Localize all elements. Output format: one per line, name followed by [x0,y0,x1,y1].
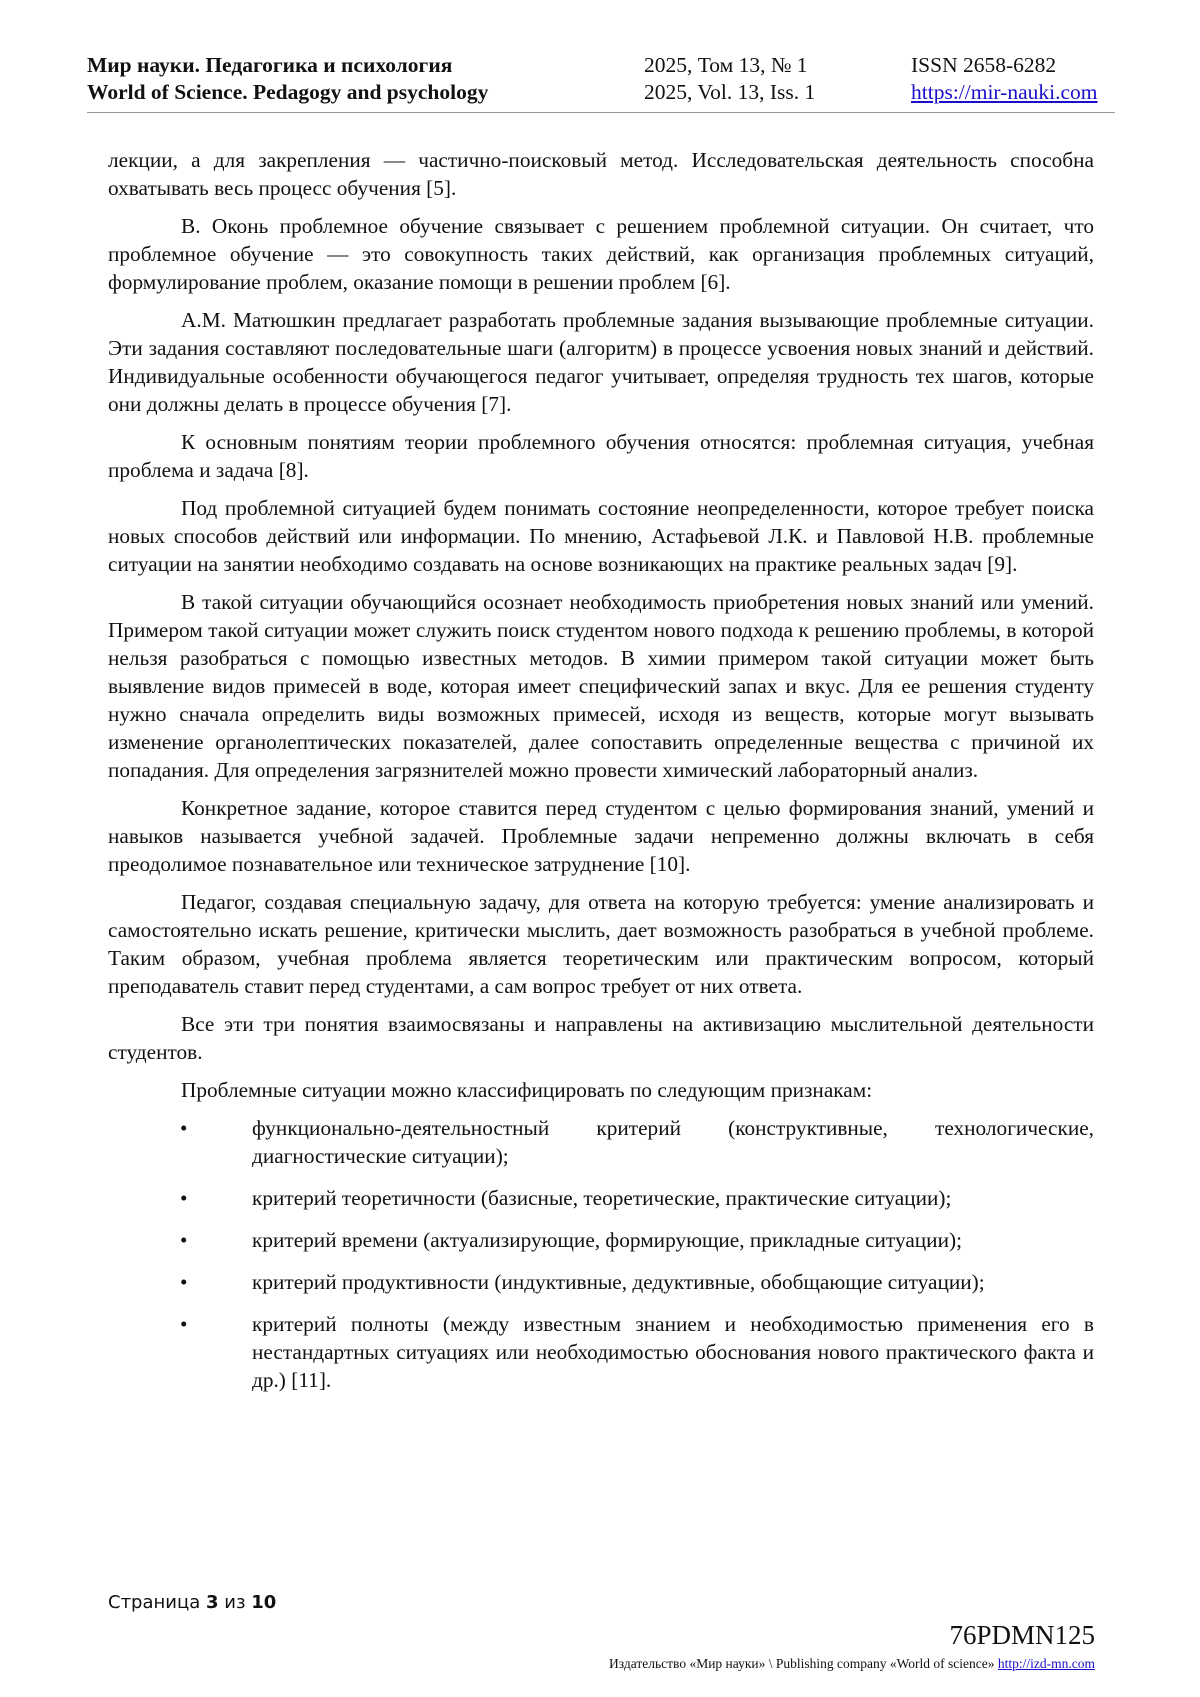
list-item-text: критерий теоретичности (базисные, теоретические, практические ситуации); [252,1186,952,1210]
article-code: 76PDMN125 [949,1620,1095,1650]
publisher-link[interactable]: http://izd-mn.com [997,1656,1095,1671]
list-item [108,1184,1094,1212]
paragraph: Конкретное задание, которое ставится перед студентом с целью формирования знаний, умений и навыков называется учебной задачей. Проблемные задачи непременно должны включать в себя преодолимое познавательное или техническое затруднение [10]. [108,796,1094,876]
paragraph: В такой ситуации обучающийся осознает необходимость приобретения новых знаний или умений. Примером такой ситуации может служить поиск студентом нового подхода к решению проблемы, в которой нельзя разобраться с помощью известных методов. В химии примером такой ситуации может быть выявление видов примесей в воде, которая имеет специфический запах и вкус. Для ее решения студенту нужно сначала определить виды возможных примесей, исходя из веществ, которые могут вызывать изменение органолептических показателей, далее сопоставить определенные вещества с причиной их попадания. Для определения загрязнителей можно провести химический лабораторный анализ. [108,590,1094,782]
page-of: из [224,1592,246,1613]
issue-en: 2025, Vol. 13, Iss. 1 [644,80,816,104]
list-item-text: критерий продуктивности (индуктивные, дедуктивные, обобщающие ситуации); [252,1270,985,1294]
journal-header [87,52,1115,113]
issue-ru: 2025, Том 13, № 1 [644,53,808,77]
bullet-icon: • [180,1186,188,1210]
page-total: 10 [251,1592,277,1613]
issn-block [911,52,1097,106]
bullet-icon: • [180,1270,188,1294]
paragraph: Проблемные ситуации можно классифицировать по следующим признакам: [181,1078,873,1102]
publisher-name: Издательство «Мир науки» \ Publishing company «World of science» [609,1656,995,1671]
paragraph: лекции, а для закрепления — частично-поисковый метод. Исследовательская деятельность способна охватывать весь процесс обучения [5]. [108,148,1094,200]
journal-title-ru: Мир науки. Педагогика и психология [87,53,453,77]
list-item-text: функционально-деятельностный критерий (конструктивные, технологические, диагностические ситуации); [252,1116,1094,1168]
list-item [108,1268,1094,1296]
paragraph: Все эти три понятия взаимосвязаны и направлены на активизацию мыслительной деятельности студентов. [108,1012,1094,1064]
list-item [108,1226,1094,1254]
article-body [108,146,1094,1408]
publisher-line [609,1656,1095,1672]
list-item [108,1114,1094,1170]
list-item-text: критерий полноты (между известным знанием и необходимостью применения его в нестандартных ситуациях или необходимостью обоснования нового практического факта и др.) [11]. [252,1312,1094,1392]
issn: ISSN 2658-6282 [911,53,1057,77]
paragraph: А.М. Матюшкин предлагает разработать проблемные задания вызывающие проблемные ситуации. Эти задания составляют последовательные шаги (алгоритм) в процессе усвоения новых знаний и действий. Индивидуальные особенности обучающегося педагог учитывает, определяя трудность тех шагов, которые они должны делать в процессе обучения [7]. [108,308,1094,416]
list-item [108,1310,1094,1394]
journal-site-link[interactable]: https://mir-nauki.com [911,80,1098,104]
paragraph: Педагог, создавая специальную задачу, для ответа на которую требуется: умение анализировать и самостоятельно искать решение, критически мыслить, дает возможность разобраться в учебной проблеме. Таким образом, учебная проблема является теоретическим или практическим вопросом, который преподаватель ставит перед студентами, а сам вопрос требует от них ответа. [108,890,1094,998]
classification-list [108,1114,1094,1394]
bullet-icon: • [180,1228,188,1252]
paragraph: Под проблемной ситуацией будем понимать состояние неопределенности, которое требует поиска новых способов действий или информации. По мнению, Астафьевой Л.К. и Павловой Н.В. проблемные ситуации на занятии необходимо создавать на основе возникающих на практике реальных задач [9]. [108,496,1094,576]
paragraph: В. Оконь проблемное обучение связывает с решением проблемной ситуации. Он считает, что проблемное обучение — это совокупность таких действий, как организация проблемных ситуаций, формулирование проблем, оказание помощи в решении проблем [6]. [108,214,1094,294]
bullet-icon: • [180,1312,188,1336]
issue-block [644,52,815,106]
page-word: Страница [108,1592,201,1613]
page-number [108,1592,276,1613]
bullet-icon: • [180,1116,188,1140]
journal-title-block [87,52,488,106]
page-current: 3 [206,1592,219,1613]
paragraph: К основным понятиям теории проблемного обучения относятся: проблемная ситуация, учебная проблема и задача [8]. [108,430,1094,482]
list-item-text: критерий времени (актуализирующие, формирующие, прикладные ситуации); [252,1228,962,1252]
journal-title-en: World of Science. Pedagogy and psychology [87,80,489,104]
